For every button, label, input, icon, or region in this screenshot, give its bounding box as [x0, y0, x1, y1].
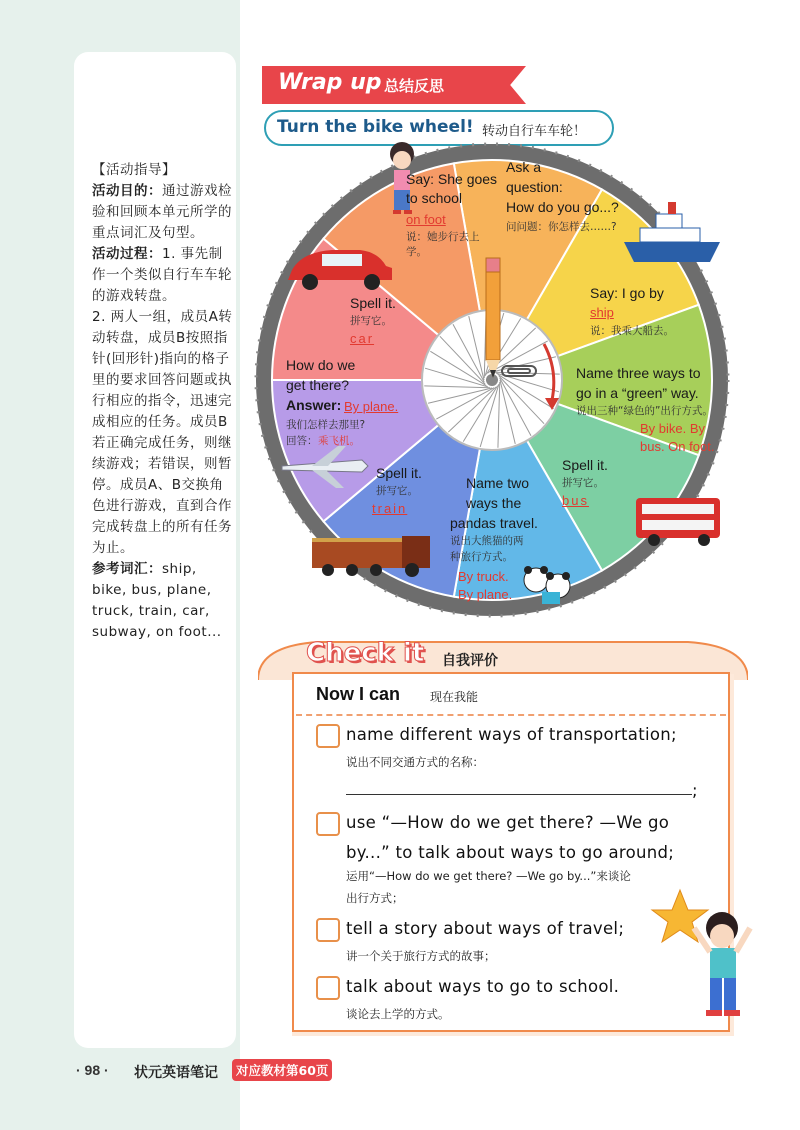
checkbox-item3[interactable] — [316, 918, 340, 942]
sector6-answer-line1: By truck. — [458, 569, 509, 584]
sector2-cn: 问问题：你怎样去……? — [506, 221, 617, 233]
sector5-cn: 拼写它。 — [562, 477, 604, 489]
checkbox-item1[interactable] — [316, 724, 340, 748]
sector3-answer: ship — [590, 305, 614, 320]
check-it-subtitle: 自我评价 — [442, 653, 498, 669]
sector6-cn-line1: 说出大熊猫的两 — [450, 535, 524, 547]
wrap-up-title: Wrap up — [278, 70, 382, 95]
sector5-answer: bus — [562, 493, 589, 508]
wheel-title: Turn the bike wheel! — [277, 117, 474, 137]
item4-cn: 谈论去上学的方式。 — [346, 1007, 450, 1021]
checkbox-item4[interactable] — [316, 976, 340, 1000]
item3-cn: 讲一个关于旅行方式的故事； — [346, 949, 496, 963]
sector8-answer-label: Answer: — [286, 397, 342, 413]
sector8-prompt-line1: How do we — [286, 357, 356, 373]
sector4-prompt-line1: Name three ways to — [576, 365, 701, 381]
sector9-prompt: Spell it. — [350, 295, 396, 311]
sector8-cn-line1: 我们怎样去那里? — [286, 419, 366, 431]
item1-text: name different ways of transportation; — [346, 725, 677, 744]
sector4-answer-line2: bus. On foot. — [640, 439, 715, 454]
sector6-cn-line2: 种旅行方式。 — [450, 551, 513, 563]
sector1-prompt: Say: She goes to school — [406, 171, 498, 206]
sector4-answer-line1: By bike. By — [640, 421, 706, 436]
item3-text: tell a story about ways of travel; — [346, 919, 625, 938]
guide-vocab-text: ship, bike, bus, plane, truck, train, car, subway, on foot... — [92, 561, 222, 640]
guide-purpose-text: 通过游戏检验和回顾本单元所学的重点词汇及句型。 — [92, 183, 232, 241]
red-bus-icon — [636, 498, 720, 546]
boy-with-star-icon — [650, 888, 760, 1038]
check-it-title: Check it — [306, 638, 425, 668]
sector6-prompt-line2: ways the — [466, 495, 522, 511]
sector1-cn: 说：她步行去上学。 — [406, 231, 480, 258]
wrap-up-subtitle: 总结反思 — [384, 77, 445, 95]
sector6-prompt-line1: Name two — [466, 475, 530, 491]
item2-text-line1: use “—How do we get there? —We go — [346, 813, 670, 832]
sector7-cn: 拼写它。 — [376, 485, 418, 497]
train-icon — [312, 536, 430, 577]
sector2-prompt-line2: question: — [506, 179, 563, 195]
item1-cn: 说出不同交通方式的名称： — [346, 755, 484, 769]
sector3-prompt: Say: I go by — [590, 285, 664, 301]
guide-process-step2: 2. 两人一组，成员A转动转盘，成员B按照指针(回形针)指向的格子里的要求回答问题或执行相应的指令，迅速完成相应的任务。成员B若正确完成任务，则继续游戏；若错误，则暂停。成员A、B交换角色进行游戏，直到合作完成转盘上的所有任务为止。 — [92, 309, 233, 556]
sector8-cn-line2: 回答： — [286, 435, 318, 447]
guide-process-step1: 1. 事先制作一个类似自行车车轮的游戏转盘。 — [92, 246, 232, 304]
sector9-answer: car — [350, 331, 375, 346]
sector8-prompt-line2: get there? — [286, 377, 350, 393]
textbook-reference: 对应教材第60页 — [236, 1063, 329, 1078]
sector4-cn: 说出三种“绿色的”出行方式。 — [576, 405, 713, 417]
item4-text: talk about ways to go to school. — [346, 977, 620, 996]
activity-guide-text — [92, 160, 234, 643]
sector8-answer: By plane. — [344, 399, 399, 414]
guide-purpose-label: 活动目的： — [92, 183, 162, 199]
sector1-answer: on foot — [406, 212, 446, 227]
item2-text-line2: by...” to talk about ways to go around; — [346, 843, 675, 862]
item1-answer-line[interactable] — [346, 794, 692, 795]
sector2-prompt-line1: Ask a — [506, 159, 542, 175]
item2-cn-line2: 出行方式； — [346, 891, 404, 905]
sector7-prompt: Spell it. — [376, 465, 422, 481]
sector9-cn: 拼写它。 — [350, 315, 392, 327]
page-number: · 98 · — [76, 1062, 109, 1078]
sector4-prompt-line2: go in a “green” way. — [576, 385, 699, 401]
sector5-prompt: Spell it. — [562, 457, 608, 473]
item1-line-end: ; — [692, 781, 698, 800]
guide-heading: 【活动指导】 — [92, 162, 176, 178]
sector6-prompt-line3: pandas travel. — [450, 515, 538, 531]
guide-process-label: 活动过程： — [92, 246, 162, 262]
now-i-can-cn: 现在我能 — [430, 690, 479, 704]
sector7-answer: train — [372, 501, 408, 516]
pencil-pointer-icon — [486, 258, 500, 378]
sector3-cn: 说：我乘大船去。 — [590, 325, 674, 337]
dashed-divider — [296, 714, 726, 716]
sector8-cn-answer: 乘飞机。 — [318, 435, 360, 447]
book-name: 状元英语笔记 — [134, 1065, 218, 1081]
checkbox-item2[interactable] — [316, 812, 340, 836]
wheel-title-cn: 转动自行车车轮！ — [482, 124, 587, 139]
sector2-prompt-line3: How do you go...? — [506, 199, 619, 215]
guide-vocab-label: 参考词汇： — [92, 561, 162, 577]
now-i-can-label: Now I can — [316, 684, 401, 704]
sector6-answer-line2: By plane. — [458, 587, 513, 602]
item2-cn-line1: 运用“—How do we get there? —We go by...”来谈论 — [346, 869, 631, 883]
